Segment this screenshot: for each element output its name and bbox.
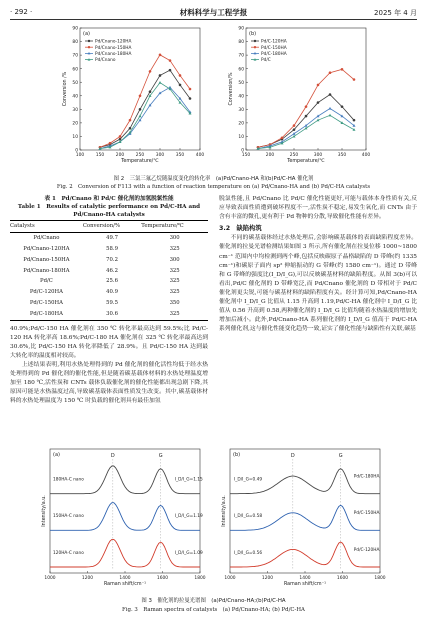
x-tick-label: 1400: [299, 576, 311, 581]
data-point: [119, 135, 122, 138]
figure-2-caption-en: Fig. 2 Conversion of F113 with a function of reaction temperature on (a) Pd/Cnano-HA and (b) Pd/C-HA catalysts: [56, 184, 371, 190]
y-tick-label: 0: [241, 148, 244, 154]
table-cell: 49.7: [106, 235, 118, 242]
table-cell: 325: [169, 246, 180, 253]
series-line: [100, 83, 190, 149]
table-cell: Pd/C: [40, 278, 53, 285]
journal-title: 材料科学与工程学报: [179, 8, 248, 17]
table-cell: Pd/C-180HA: [10, 309, 83, 320]
panel-label: (b): [233, 452, 241, 458]
x-tick-label: 300: [155, 153, 165, 158]
header-rule: [10, 19, 417, 20]
data-point: [179, 74, 182, 77]
data-point: [189, 88, 192, 91]
section-heading: 3.2 缺陷构筑: [219, 225, 262, 233]
x-tick-label: 100: [75, 153, 85, 158]
table-header-temperature: Temperature/℃: [141, 221, 208, 233]
x-tick-label: 350: [337, 153, 347, 158]
figure-2-conversion-charts: [58, 24, 374, 174]
data-point: [341, 105, 344, 108]
y-tick-label: 30: [72, 107, 78, 113]
x-axis-label: Raman shift/cm⁻¹: [283, 582, 327, 587]
panel-label: (b): [249, 31, 257, 37]
y-tick-label: 20: [238, 121, 244, 127]
data-point: [109, 142, 112, 145]
y-axis-label: Conversion/%: [229, 72, 234, 106]
data-point: [149, 70, 152, 73]
series-label: Pd/C-120HA: [353, 547, 380, 553]
table-row: [10, 233, 208, 244]
x-tick-label: 400: [195, 153, 205, 158]
series-line: [100, 70, 190, 147]
d-peak-label: D: [110, 453, 115, 459]
x-tick-label: 150: [95, 153, 105, 158]
y-tick-label: 60: [238, 67, 244, 73]
data-point: [129, 119, 132, 122]
issue-date: 2025 年 4 月: [374, 9, 417, 17]
figure-3-caption-zh: 图 3 催化剂的拉曼光谱图 (a)Pd/Cnano-HA;(b)Pd/C-HA: [141, 598, 286, 604]
x-tick-label: 200: [265, 153, 275, 158]
figure-3-raman-spectra: [40, 445, 386, 595]
legend-label: Pd/Cnano-180HA: [95, 52, 132, 57]
data-point: [329, 71, 332, 74]
running-header: [10, 6, 417, 20]
table-cell: 325: [169, 278, 180, 285]
table-1: [10, 220, 208, 321]
x-tick-label: 1600: [156, 576, 169, 581]
y-tick-label: 30: [238, 107, 244, 113]
y-tick-label: 0: [75, 148, 78, 154]
y-axis-label: Intensity/a.u.: [42, 495, 47, 527]
y-tick-label: 50: [72, 80, 78, 86]
y-tick-label: 70: [72, 53, 78, 59]
table-cell: 325: [169, 289, 180, 296]
x-tick-label: 1200: [81, 576, 94, 581]
y-axis-label: Conversion /%: [63, 71, 68, 107]
body-paragraph: 40.9%;Pd/C-150 HA 催化剂在 350 ℃ 转化率最高达到 59.5%;比 Pd/C-120 HA 转化率高 18.6%;Pd/C-180 HA 催化剂在 325 ℃ 转化率最高达到 30.6%,比 Pd/C-150 HA 转化率降低了 28.9%。且 Pd/C-150 HA 达到最大转化率的温度相对较高。: [10, 325, 208, 359]
x-tick-label: 1800: [194, 576, 206, 581]
table-cell: Pd/Cnano: [33, 235, 60, 242]
table-cell: 325: [141, 309, 208, 320]
data-point: [329, 114, 332, 117]
y-tick-label: 50: [238, 80, 244, 86]
data-point: [353, 78, 356, 81]
y-tick-label: 40: [72, 94, 78, 100]
table-row: [10, 266, 208, 277]
legend-label: Pd/C-150HA: [261, 45, 287, 51]
series-label: Pd/C-150HA: [353, 511, 380, 517]
table-row: [10, 287, 208, 298]
body-paragraph: 上述结果表明,利用水热处理得到的 Pd 催化剂的催化活性均低于经水热处理得到的 Pd 催化剂的催化性能,但是随着碳基载体材料的水热处理温度增加至 180 ℃,活性炭和 CNTs 载体负载催化剂的催化性能都出现急剧下降,其原因可能是水热温度过高,导致碳基载体表面性质发生改变。其中,碳基载体材料的水热处理温度为 150 ℃ 时负载的催化剂具有最佳加氢: [10, 362, 208, 405]
table-cell: 300: [169, 256, 180, 263]
table-1-title-en-1: Table 1 Results of catalytic performance on Pd/C-HA and: [17, 204, 201, 210]
data-point: [149, 90, 152, 93]
table-row: [10, 277, 208, 288]
data-point: [317, 84, 320, 87]
figure-2-caption-zh: 图 2 三氯三氟乙烷随温度变化的转化率 (a)Pd/Cnano-HA 和(b)Pd/C-HA 催化剂: [113, 176, 314, 182]
series-label: 180HA-C nano: [53, 477, 84, 483]
x-tick-label: 1200: [261, 576, 274, 581]
series-label: Pd/C-180HA: [353, 474, 380, 480]
series-label: 120HA-C nano: [53, 550, 84, 556]
page-number: · 292 ·: [10, 8, 33, 16]
data-point: [139, 115, 142, 118]
ratio-label: I_D/I_G=0.49: [234, 477, 263, 483]
data-point: [159, 74, 162, 77]
series-line: [258, 69, 354, 147]
table-cell: 25.6: [106, 278, 118, 285]
x-tick-label: 1400: [119, 576, 131, 581]
data-point: [293, 124, 296, 127]
data-point: [281, 137, 284, 140]
x-tick-label: 300: [313, 153, 323, 158]
data-point: [293, 128, 296, 131]
data-point: [305, 115, 308, 118]
data-point: [305, 105, 308, 108]
table-cell: 325: [169, 267, 180, 274]
table-cell: Pd/Cnano-120HA: [23, 246, 70, 253]
y-tick-label: 90: [238, 26, 244, 32]
table-cell: Pd/Cnano-150HA: [23, 256, 70, 263]
legend-label: Pd/Cnano-150HA: [95, 45, 132, 51]
table-row: [10, 255, 208, 266]
legend-marker: [254, 40, 256, 42]
g-peak-label: G: [338, 453, 343, 459]
x-tick-label: 250: [289, 153, 299, 158]
y-tick-label: 60: [72, 67, 78, 73]
x-tick-label: 1000: [44, 576, 56, 581]
x-tick-label: 200: [115, 153, 125, 158]
d-peak-label: D: [290, 453, 295, 459]
data-point: [129, 127, 132, 130]
data-point: [119, 138, 122, 141]
data-point: [353, 119, 356, 122]
table-cell: Pd/Cnano-180HA: [23, 267, 70, 274]
table-header-conversion: Conversion/%: [83, 221, 141, 233]
y-tick-label: 80: [238, 40, 244, 46]
data-point: [169, 59, 172, 62]
table-cell: 46.2: [106, 267, 118, 274]
data-point: [329, 93, 332, 96]
data-point: [317, 101, 320, 104]
x-tick-label: 1800: [374, 576, 386, 581]
x-axis-label: Temperature/℃: [121, 159, 159, 164]
y-tick-label: 80: [72, 40, 78, 46]
x-tick-label: 400: [361, 153, 371, 158]
table-cell: 58.9: [106, 246, 118, 253]
data-point: [139, 94, 142, 97]
ratio-label: I_D/I_G=0.58: [234, 514, 263, 520]
table-row: [10, 244, 208, 255]
table-cell: 40.9: [106, 289, 118, 296]
table-1-title-zh: 表 1 Pd/Cnano 和 Pd/C 催化剂的加氢脱氯性能: [44, 196, 174, 202]
table-row: [10, 298, 208, 309]
ratio-label: I_D/I_G=1.19: [174, 514, 203, 520]
series-label: 150HA-C nano: [53, 514, 84, 520]
legend-label: Pd/C-120HA: [261, 39, 287, 45]
figure-3-caption-en: Fig. 3 Raman spectra of catalysts (a) Pd/Cnano-HA; (b) Pd/C-HA: [122, 607, 305, 613]
table-cell: Pd/C-150HA: [29, 300, 63, 306]
data-point: [341, 68, 344, 71]
table-cell: 350: [169, 300, 180, 306]
legend-marker: [88, 40, 90, 42]
table-cell: 30.6: [83, 309, 141, 320]
table-cell: Pd/C-120HA: [29, 289, 63, 296]
legend-label: Pd/Cnano-120HA: [95, 39, 132, 45]
y-tick-label: 10: [238, 135, 244, 141]
table-cell: 59.5: [106, 300, 118, 306]
legend-label: Pd/Cnano: [95, 58, 116, 64]
data-point: [179, 84, 182, 87]
x-tick-label: 1600: [336, 576, 349, 581]
data-point: [159, 81, 162, 84]
data-point: [329, 107, 332, 110]
body-paragraph: 不同的碳基载体经过水热处理后,会影响碳基载体的表面缺陷程度差异。催化剂的拉曼光谱检测结果如图 3 所示,所有催化剂在拉曼位移 1000~1800 cm⁻¹ 范围内中均检测到两个峰,包括反映碳原子晶格缺陷的 D 带峰(约 1335 cm⁻¹)和碳原子面内 sp² 伸缩振动的 G 带峰(约 1580 cm⁻¹)。通过 D 带峰和 G 带峰的强度比(I_D/I_G),可以反映碳基材料的缺陷程度。从图 3(b)可以看出,Pd/C 催化剂的 D 带峰宽泛,而 Pd/Cnano 催化剂的 D 带相对于 Pd/C 催化剂更尖锐,可能与碳基材料的缺陷程度有关。经计算可知,Pd/Cnano-HA 催化剂中 I_D/I_G 比值从 1.15 升高到 1.19,Pd/C-HA 催化剂中 I_D/I_G 比值从 0.56 升高到 0.58,两种催化剂的 I_D/I_G 比值均随着水热温度的增加先增加后减小。此外,Pd/Cnano-HA 系列催化剂的 I_D/I_G 值高于 Pd/C-HA 系列催化剂,这与催化性能变化趋势一致,证实了催化性能与缺陷性有关联,碳基: [219, 235, 417, 333]
y-tick-label: 40: [238, 94, 244, 100]
table-cell: 70.2: [106, 256, 118, 263]
table-1-title-en-2: Pd/Cnano-HA catalysts: [73, 212, 145, 218]
y-tick-label: 20: [72, 121, 78, 127]
table-header-catalysts: Catalysts: [10, 221, 83, 233]
y-tick-label: 90: [72, 26, 78, 32]
right-column: [219, 195, 417, 334]
panel-label: (a): [83, 31, 90, 37]
y-axis-label: Intensity/a.u.: [222, 495, 227, 527]
legend-label: Pd/C: [261, 58, 271, 64]
legend-marker: [254, 46, 256, 48]
x-tick-label: 250: [135, 153, 145, 158]
data-point: [169, 69, 172, 72]
ratio-label: I_D/I_G=0.56: [234, 550, 263, 556]
legend-marker: [88, 46, 90, 48]
panel-label: (a): [53, 452, 60, 458]
ratio-label: I_D/I_G=1.09: [174, 550, 203, 556]
x-tick-label: 150: [241, 153, 251, 158]
table-row: [10, 309, 208, 320]
x-tick-label: 1000: [224, 576, 236, 581]
ratio-label: I_D/I_G=1.15: [174, 477, 203, 483]
series-line: [100, 87, 190, 148]
body-paragraph: 脱氯性能,且 Pd/Cnano 比 Pd/C 催化性能更好,可能与载体本身性质有关,反应导致表面性质遭到破坏程度不一,活性炭不稳定,易发生氧化,而 CNTs 由于含有丰富的微孔,更有利于 Pd 物种的分散,导致催化性能有差异。: [219, 196, 417, 221]
x-axis-label: Temperature/℃: [287, 159, 325, 164]
y-tick-label: 10: [72, 135, 78, 141]
data-point: [139, 108, 142, 111]
x-axis-label: Raman shift/cm⁻¹: [103, 582, 147, 587]
left-column: [10, 195, 208, 407]
legend-label: Pd/C-180HA: [261, 52, 287, 57]
table-cell: 300: [169, 235, 180, 242]
data-point: [159, 54, 162, 57]
y-tick-label: 70: [238, 53, 244, 59]
g-peak-label: G: [158, 453, 163, 459]
data-point: [189, 97, 192, 100]
x-tick-label: 350: [175, 153, 185, 158]
